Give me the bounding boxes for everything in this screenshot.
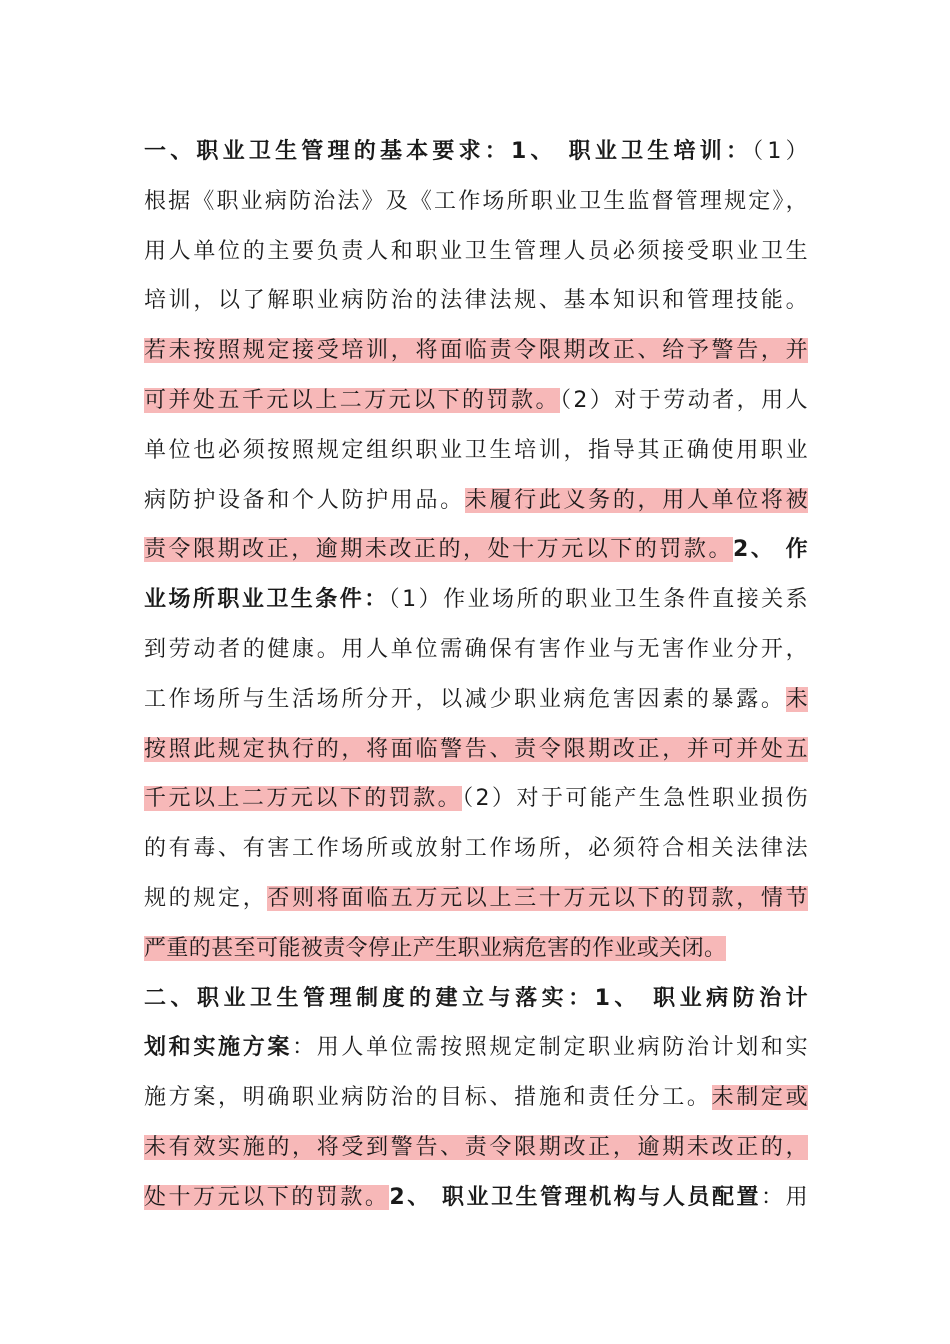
text-line	[144, 930, 808, 968]
text-line	[144, 980, 808, 1018]
heading-text: 二、职业卫生管理制度的建立与落实：1、 职业病防治计	[144, 985, 808, 1011]
body-text: ：用	[761, 1184, 808, 1210]
body-text: （1）作业场所的职业卫生条件直接关系	[388, 587, 808, 613]
highlighted-text: 处十万元以下的罚款。	[144, 1184, 390, 1210]
highlighted-text: 责令限期改正，逾期未改正的，处十万元以下的罚款。	[144, 537, 733, 563]
heading-text: 划和实施方案	[144, 1035, 293, 1061]
text-line	[144, 531, 808, 569]
highlighted-text: 千元以上二万元以下的罚款。	[144, 786, 463, 812]
text-line	[144, 332, 808, 370]
highlighted-text: 按照此规定执行的，将面临警告、责令限期改正，并可并处五	[144, 736, 808, 762]
text-line	[144, 731, 808, 769]
heading-text: 2、 职业卫生管理机构与人员配置	[389, 1184, 762, 1210]
text-line	[144, 233, 808, 271]
text-line	[144, 183, 808, 221]
text-line	[144, 1029, 808, 1067]
highlighted-text: 未	[785, 686, 808, 712]
body-text: 工作场所与生活场所分开，以减少职业病危害因素的暴露。	[144, 686, 786, 712]
text-line	[144, 780, 808, 818]
highlighted-text: 否则将面临五万元以上三十万元以下的罚款，情节	[267, 886, 808, 911]
body-text: ：用人单位需按照规定制定职业病防治计划和实	[292, 1035, 808, 1061]
body-text: 根据《职业病防治法》及《工作场所职业卫生监督管理规定》，	[144, 188, 808, 214]
highlighted-text: 未制定或	[711, 1085, 808, 1111]
text-line	[144, 482, 808, 520]
highlighted-text: 未有效实施的，将受到警告、责令限期改正，逾期未改正的，	[144, 1135, 808, 1160]
highlighted-text: 可并处五千元以上二万元以下的罚款。	[144, 388, 560, 413]
heading-text: 一、职业卫生管理的基本要求：1、 职业卫生培训：	[144, 139, 753, 164]
text-line	[144, 581, 808, 619]
body-text: 单位也必须按照规定组织职业卫生培训，指导其正确使用职业	[144, 437, 808, 463]
text-line	[144, 282, 808, 320]
highlighted-text: 未履行此义务的，用人单位将被	[464, 487, 808, 513]
body-text: 的有毒、有害工作场所或放射工作场所，必须符合相关法律法	[144, 836, 808, 862]
text-line	[144, 432, 808, 470]
body-text: 到劳动者的健康。用人单位需确保有害作业与无害作业分开，	[144, 637, 808, 662]
text-line	[144, 382, 808, 420]
body-text: 用人单位的主要负责人和职业卫生管理人员必须接受职业卫生	[144, 238, 808, 264]
text-line	[144, 681, 808, 719]
text-line	[144, 1179, 808, 1217]
body-text: 施方案，明确职业病防治的目标、措施和责任分工。	[144, 1085, 712, 1111]
text-line	[144, 1129, 808, 1167]
body-text: （2）对于可能产生急性职业损伤	[462, 786, 809, 812]
text-line	[144, 133, 808, 171]
highlighted-text: 严重的甚至可能被责令停止产生职业病危害的作业或关闭。	[144, 935, 727, 961]
text-line	[144, 880, 808, 918]
highlighted-text: 若未按照规定接受培训，将面临责令限期改正、给予警告，并	[144, 338, 808, 364]
body-text: 病防护设备和个人防护用品。	[144, 487, 465, 513]
heading-text: 2、 作	[733, 537, 808, 563]
body-text: （1）	[752, 139, 808, 164]
text-line	[144, 1079, 808, 1117]
heading-text: 业场所职业卫生条件：	[144, 587, 389, 613]
body-text: （2）对于劳动者，用人	[559, 388, 808, 413]
text-line	[144, 830, 808, 868]
text-line	[144, 631, 808, 669]
body-text: 培训，以了解职业病防治的法律法规、基本知识和管理技能。	[144, 288, 808, 314]
body-text: 规的规定，	[144, 886, 268, 911]
